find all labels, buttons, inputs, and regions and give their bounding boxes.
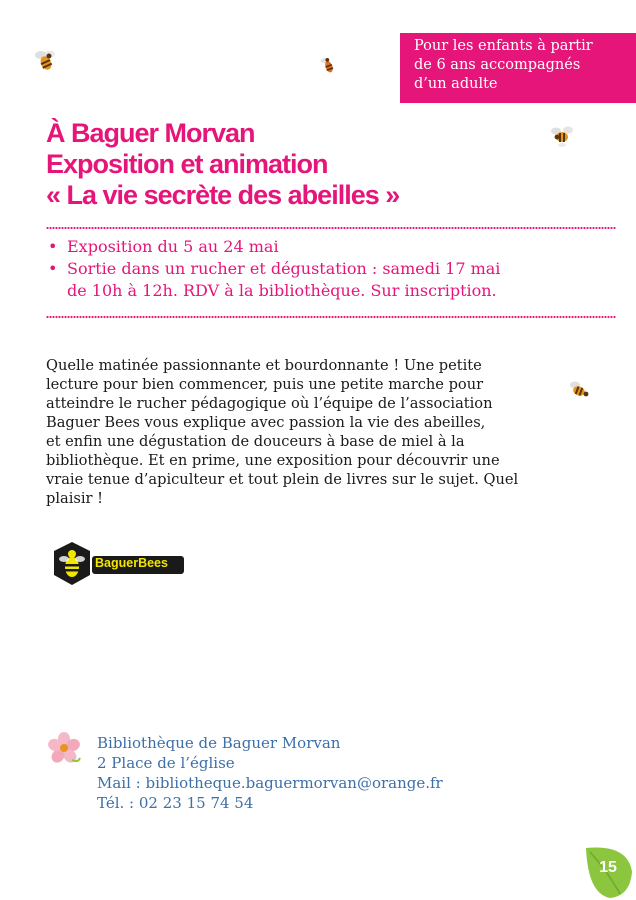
library-address: 2 Place de l’église xyxy=(97,754,235,772)
bee-icon xyxy=(33,48,59,74)
detail-text: de 10h à 12h. RDV à la bibliothèque. Sur inscription. xyxy=(67,281,497,300)
paragraph-line: Quelle matinée passionnante et bourdonnante ! Une petite xyxy=(46,357,482,374)
paragraph-line: plaisir ! xyxy=(46,490,104,507)
title-line-location: À Baguer Morvan xyxy=(46,118,255,148)
paragraph-line: atteindre le rucher pédagogique où l’équipe de l’association xyxy=(46,395,493,412)
library-name: Bibliothèque de Baguer Morvan xyxy=(97,734,341,752)
title-line-event: Exposition et animation xyxy=(46,149,328,179)
paragraph-line: Baguer Bees vous explique avec passion la vie des abeilles, xyxy=(46,414,486,431)
paragraph-line: bibliothèque. Et en prime, une exposition pour découvrir une xyxy=(46,452,500,469)
audience-line: d’un adulte xyxy=(414,76,498,92)
flower-icon xyxy=(46,730,82,766)
paragraph-line: et enfin une dégustation de douceurs à base de miel à la xyxy=(46,433,465,450)
bee-icon xyxy=(549,122,575,148)
library-email: Mail : bibliotheque.baguermorvan@orange.fr xyxy=(97,774,443,792)
description-paragraph xyxy=(46,356,591,508)
audience-line: de 6 ans accompagnés xyxy=(414,57,581,73)
page-number: 15 xyxy=(599,859,617,876)
divider-bottom xyxy=(46,315,616,319)
audience-box xyxy=(400,33,636,103)
logo-text: BaguerBees xyxy=(95,556,168,570)
detail-text: Sortie dans un rucher et dégustation : samedi 17 mai xyxy=(67,259,501,278)
title-line-theme: « La vie secrète des abeilles » xyxy=(46,180,400,210)
paragraph-line: lecture pour bien commencer, puis une petite marche pour xyxy=(46,376,484,393)
audience-line: Pour les enfants à partir xyxy=(414,38,593,54)
bee-icon xyxy=(318,54,340,76)
detail-text: Exposition du 5 au 24 mai xyxy=(67,237,279,256)
contact-block xyxy=(97,733,443,813)
divider-top xyxy=(46,226,616,230)
event-title xyxy=(46,118,399,211)
list-item xyxy=(46,258,621,302)
paragraph-line: vraie tenue d’apiculteur et tout plein de livres sur le sujet. Quel xyxy=(46,471,519,488)
bullet: • xyxy=(48,237,58,256)
event-details-list xyxy=(46,236,621,302)
bullet: • xyxy=(48,259,58,278)
library-phone: Tél. : 02 23 15 74 54 xyxy=(97,794,254,812)
list-item xyxy=(46,236,621,258)
